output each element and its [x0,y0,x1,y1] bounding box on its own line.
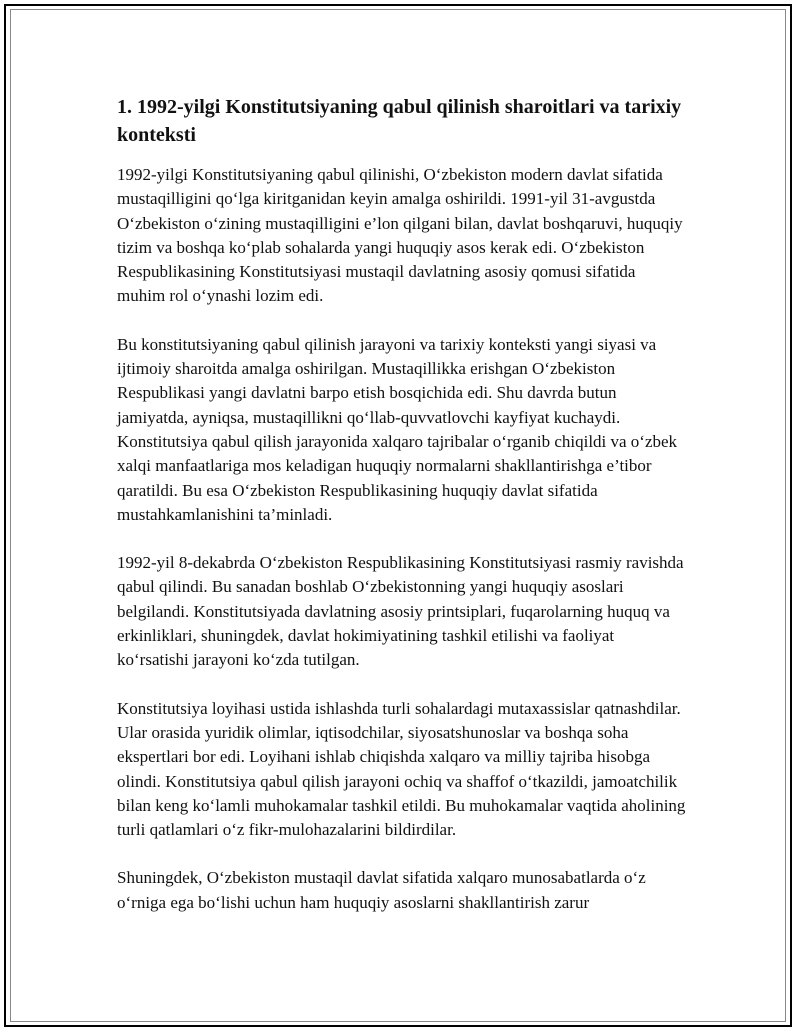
paragraph-2: Bu konstitutsiyaning qabul qilinish jarayoni va tarixiy konteksti yangi siyasi va ijtimoiy sharoitda amalga oshirilgan. Mustaqillikka erishgan O‘zbekiston Respublikasi yangi davlatni barpo etish bosqichida edi. Shu davrda butun jamiyatda, ayniqsa, mustaqillikni qo‘llab-quvvatlovchi kayfiyat kuchaydi. Konstitutsiya qabul qilish jarayonida xalqaro tajribalar o‘rganib chiqildi va o‘zbek xalqi manfaatlariga mos keladigan huquqiy normalarni shakllantirishga e’tibor qaratildi. Bu esa O‘zbekiston Respublikasining huquqiy davlat sifatida mustahkamlanishini ta’minladi. [117,334,678,524]
paragraph-1: 1992-yilgi Konstitutsiyaning qabul qilinishi, O‘zbekiston modern davlat sifatida mustaqilligini qo‘lga kiritganidan keyin amalga oshirildi. 1991-yil 31-avgustda O‘zbekiston o‘zining mustaqilligini e’lon qilgani bilan, davlat boshqaruvi, huquqiy tizim va boshqa ko‘plab sohalarda yangi huquqiy asos kerak edi. O‘zbekiston Respublikasining Konstitutsiyasi mustaqil davlatning asosiy qomusi sifatida muhim rol o‘ynashi lozim edi. [117,165,683,306]
paragraph-3: 1992-yil 8-dekabrda O‘zbekiston Respublikasining Konstitutsiyasi rasmiy ravishda qabul qilindi. Bu sanadan boshlab O‘zbekistonning yangi huquqiy asoslari belgilandi. Konstitutsiyada davlatning asosiy printsiplari, fuqarolarning huquq va erkinliklari, shuningdek, davlat hokimiyatining tashkil etilishi va faoliyat ko‘rsatishi jarayoni ko‘zda tutilgan. [117,553,684,670]
paragraph-4: Konstitutsiya loyihasi ustida ishlashda turli sohalardagi mutaxassislar qatnashdilar. Ular orasida yuridik olimlar, iqtisodchilar, siyosatshunoslar va boshqa soha ekspertlari bor edi. Loyihani ishlab chiqishda xalqaro va milliy tajriba hisobga olindi. Konstitutsiya qabul qilish jarayoni ochiq va shaffof o‘tkazildi, jamoatchilik bilan keng ko‘lamli muhokamalar tashkil etildi. Bu muhokamalar vaqtida aholining turli qatlamlari o‘z fikr-mulohazalarini bildirdilar. [117,698,686,840]
paragraph-5: Shuningdek, O‘zbekiston mustaqil davlat sifatida xalqaro munosabatlarda o‘z o‘rniga ega bo‘lishi uchun ham huquqiy asoslarni shakllantirish zarur [117,868,646,912]
section-heading: 1. 1992-yilgi Konstitutsiyaning qabul qilinish sharoitlari va tarixiy konteksti [117,96,682,146]
document-body [117,93,687,939]
